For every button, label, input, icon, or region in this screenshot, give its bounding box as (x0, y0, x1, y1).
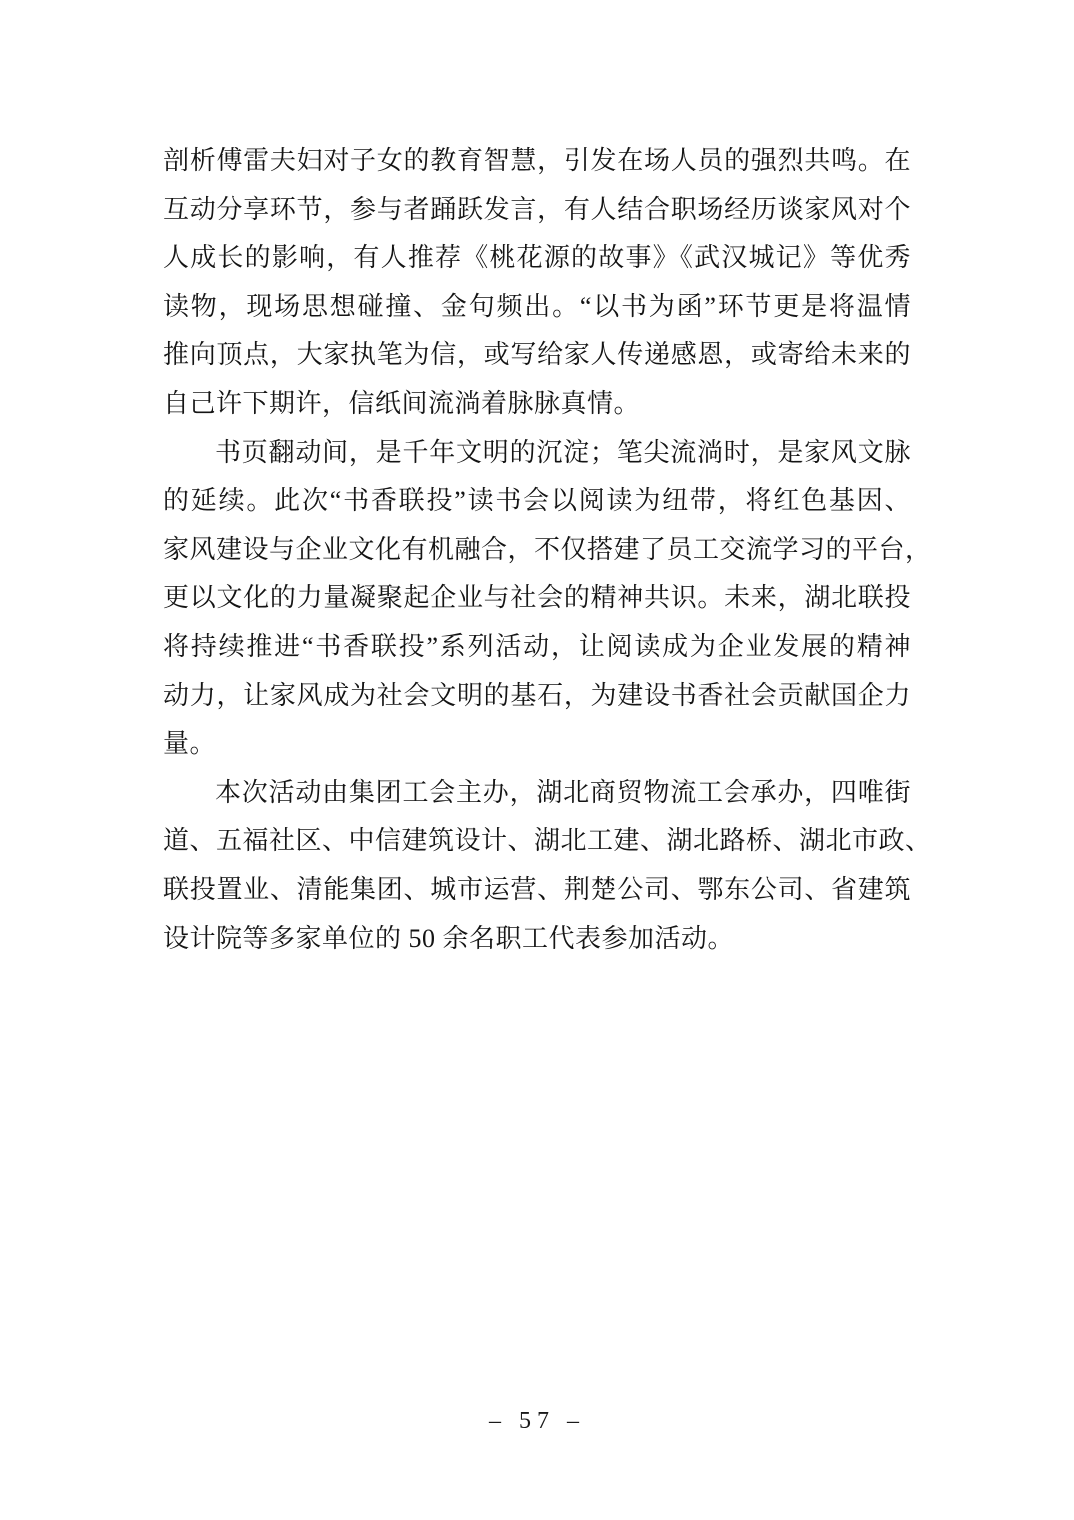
paragraph-3 (163, 769, 932, 963)
text-line: 联投置业、清能集团、城市运营、荆楚公司、鄂东公司、省建筑 (163, 874, 911, 904)
paragraph-1 (163, 137, 911, 429)
text-line: 量。 (163, 729, 217, 759)
text-line: 本次活动由集团工会主办，湖北商贸物流工会承办，四唯街 (215, 777, 911, 807)
text-line: 家风建设与企业文化有机融合，不仅搭建了员工交流学习的平台， (163, 534, 932, 564)
text-line: 动力，让家风成为社会文明的基石，为建设书香社会贡献国企力 (163, 680, 911, 710)
page-number: – 57 – (489, 1408, 585, 1434)
text-line: 道、五福社区、中信建筑设计、湖北工建、湖北路桥、湖北市政、 (163, 826, 932, 856)
text-line: 互动分享环节，参与者踊跃发言，有人结合职场经历谈家风对个 (163, 194, 911, 224)
page-footer (0, 1408, 1074, 1435)
text-line: 的延续。此次“书香联投”读书会以阅读为纽带，将红色基因、 (163, 486, 911, 516)
text-line: 书页翻动间，是千年文明的沉淀；笔尖流淌时，是家风文脉 (215, 437, 911, 467)
document-body (163, 137, 932, 963)
text-line: 设计院等多家单位的 50 余名职工代表参加活动。 (163, 923, 735, 953)
text-line: 剖析傅雷夫妇对子女的教育智慧，引发在场人员的强烈共鸣。在 (163, 146, 911, 175)
paragraph-2 (163, 429, 932, 769)
text-line: 人成长的影响，有人推荐《桃花源的故事》《武汉城记》等优秀 (163, 243, 911, 273)
text-line: 推向顶点，大家执笔为信，或写给家人传递感恩，或寄给未来的 (163, 340, 911, 370)
text-line: 更以文化的力量凝聚起企业与社会的精神共识。未来，湖北联投 (163, 583, 911, 613)
text-line: 将持续推进“书香联投”系列活动，让阅读成为企业发展的精神 (163, 631, 911, 661)
text-line: 自己许下期许，信纸间流淌着脉脉真情。 (163, 388, 641, 418)
text-line: 读物，现场思想碰撞、金句频出。“以书为函”环节更是将温情 (163, 291, 911, 321)
